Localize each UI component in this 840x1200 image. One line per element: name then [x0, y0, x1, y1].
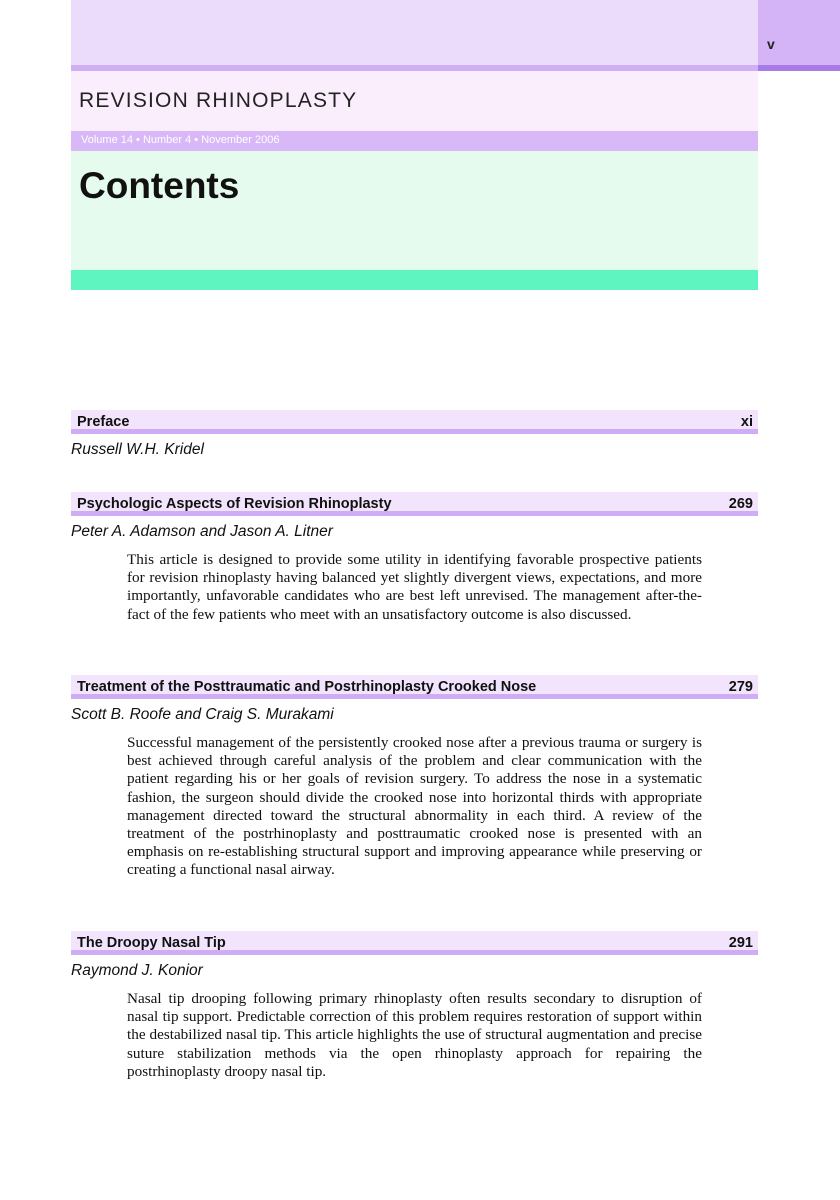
toc-entry-preface[interactable] [71, 410, 758, 434]
toc-entry-droopy-nasal-tip[interactable] [71, 931, 758, 955]
toc-entry-title: Preface [77, 414, 130, 430]
toc-entry-psychologic-aspects[interactable] [71, 492, 758, 516]
toc-entry-title: Psychologic Aspects of Revision Rhinoplasty [77, 496, 392, 512]
toc-entry-page: 269 [728, 496, 753, 512]
toc-entry-abstract: This article is designed to provide some utility in identifying favorable prospective patients for revision rhinoplasty having balanced yet slightly divergent views, expectations, and more importantly, unfavorable candidates who are best left unrevised. The management after-the-fact of the few patients who meet with an unsatisfactory outcome is also discussed. [127, 551, 702, 623]
toc-entry-page: 291 [728, 935, 753, 951]
page-title: Contents [79, 165, 240, 206]
toc-entry-authors: Scott B. Roofe and Craig S. Murakami [71, 706, 334, 723]
toc-entry-authors: Russell W.H. Kridel [71, 441, 204, 458]
toc-entry-authors: Peter A. Adamson and Jason A. Litner [71, 523, 333, 540]
page-corner-tab [758, 0, 840, 65]
toc-entry-authors: Raymond J. Konior [71, 962, 203, 979]
toc-entry-page: xi [740, 414, 753, 430]
toc-entry-page: 279 [728, 679, 753, 695]
toc-entry-title: Treatment of the Posttraumatic and Postrhinoplasty Crooked Nose [77, 679, 537, 695]
toc-entry-title: The Droopy Nasal Tip [77, 935, 226, 951]
series-title: REVISION RHINOPLASTY [79, 89, 358, 112]
contents-rule [71, 270, 758, 290]
toc-entry-abstract: Nasal tip drooping following primary rhinoplasty often results secondary to disruption of nasal tip support. Predictable correction of this problem requires restoration of support within the destabilized nasal tip. This article highlights the use of structural augmentation and precise suture stabilization methods via the open rhinoplasty approach for repairing the postrhinoplasty droopy nasal tip. [127, 990, 702, 1080]
page-corner-rule [758, 65, 840, 71]
toc-entry-crooked-nose[interactable] [71, 675, 758, 699]
issue-line: Volume 14 • Number 4 • November 2006 [81, 134, 280, 146]
page-number: v [767, 36, 775, 52]
toc-entry-abstract: Successful management of the persistently crooked nose after a previous trauma or surgery is best achieved through careful analysis of the problem and clear communication with the patient regarding his or her goals of revision surgery. To address the nose in a systematic fashion, the surgeon should divide the crooked nose into horizontal thirds with appropriate management directed toward the structural abnormality in each third. A review of the treatment of the postrhinoplasty and posttraumatic crooked nose is presented with an emphasis on re-establishing structural support and improving appearance while preserving or creating a functional nasal airway. [127, 734, 702, 879]
header-top-band [71, 0, 758, 65]
